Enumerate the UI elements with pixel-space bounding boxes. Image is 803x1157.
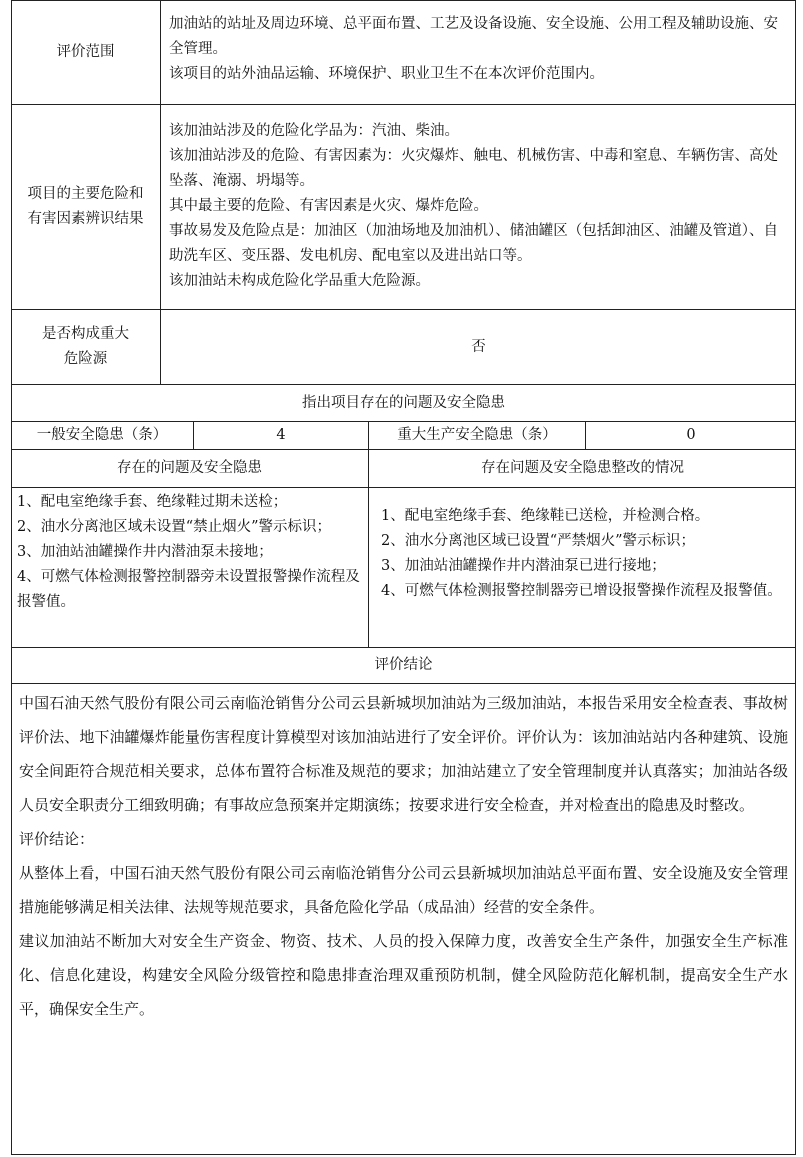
conclusion-paragraph-2: 评价结论： <box>19 830 95 848</box>
issues-right-header-cell <box>369 450 796 488</box>
general-hazard-label-cell <box>11 422 194 450</box>
issues-header-cell <box>11 385 796 422</box>
hazards-label: 项目的主要危险和有害因素辨识结果 <box>27 186 144 227</box>
hazards-content-cell <box>161 105 796 310</box>
issue-item-4: 4、可燃气体检测报警控制器旁未设置报警操作流程及报警值。 <box>17 569 360 610</box>
rectification-item-1: 1、配电室绝缘手套、绝缘鞋已送检，并检测合格。 <box>381 508 710 524</box>
scope-label: 评价范围 <box>56 43 115 60</box>
major-hazard-label-cell <box>11 310 161 385</box>
major-hazard-value-cell <box>161 310 796 385</box>
hazards-label-cell <box>11 105 161 310</box>
scope-content-cell <box>161 0 796 105</box>
issue-item-1: 1、配电室绝缘手套、绝缘鞋过期未送检； <box>17 494 288 510</box>
conclusion-paragraph-3: 从整体上看，中国石油天然气股份有限公司云南临沧销售分公司云县新城坝加油站总平面布置、安全设施及安全管理措施能够满足相关法律、法规等规范要求，具备危险化学品（成品油）经营的安全条件。 <box>19 864 788 916</box>
scope-line-1: 加油站的站址及周边环境、总平面布置、工艺及设备设施、安全设施、公用工程及辅助设施、安全管理。 <box>169 16 778 57</box>
hazards-line-2: 该加油站涉及的危险、有害因素为：火灾爆炸、触电、机械伤害、中毒和窒息、车辆伤害、高处坠落、淹溺、坍塌等。 <box>169 148 778 189</box>
major-hazard-value: 否 <box>471 338 486 355</box>
rectification-item-4: 4、可燃气体检测报警控制器旁已增设报警操作流程及报警值。 <box>381 583 782 599</box>
rectification-item-2: 2、油水分离池区域已设置“严禁烟火”警示标识； <box>381 533 696 549</box>
general-hazard-count: 4 <box>276 427 286 443</box>
general-hazard-label: 一般安全隐患（条） <box>36 427 168 443</box>
hazards-line-4: 事故易发及危险点是：加油区（加油场地及加油机）、储油罐区（包括卸油区、油罐及管道）、自助洗车区、变压器、发电机房、配电室以及进出站口等。 <box>169 223 778 264</box>
major-hazard-count-cell <box>586 422 796 450</box>
issues-right-header: 存在问题及安全隐患整改的情况 <box>481 460 684 476</box>
major-hazard-count-label: 重大生产安全隐患（条） <box>397 427 557 443</box>
conclusion-paragraph-4: 建议加油站不断加大对安全生产资金、物资、技术、人员的投入保障力度，改善安全生产条件，加强安全生产标准化、信息化建设，构建安全风险分级管控和隐患排查治理双重预防机制，健全风险防范化解机制，提高安全生产水平，确保安全生产。 <box>19 932 788 1018</box>
evaluation-summary-table <box>11 0 796 1155</box>
issue-item-3: 3、加油站油罐操作井内潜油泵未接地； <box>17 544 273 560</box>
conclusion-header: 评价结论 <box>374 657 433 673</box>
conclusion-header-cell <box>11 648 796 684</box>
conclusion-body <box>11 684 796 1155</box>
hazards-line-5: 该加油站未构成危险化学品重大危险源。 <box>169 273 430 289</box>
hazards-line-3: 其中最主要的危险、有害因素是火灾、爆炸危险。 <box>169 198 488 214</box>
major-hazard-count-label-cell <box>369 422 586 450</box>
hazards-line-1: 该加油站涉及的危险化学品为：汽油、柴油。 <box>169 123 459 139</box>
rectification-item-3: 3、加油站油罐操作井内潜油泵已进行接地； <box>381 558 666 574</box>
issues-left-list <box>11 488 369 648</box>
issues-left-header-cell <box>11 450 369 488</box>
issues-right-list <box>369 488 796 648</box>
major-hazard-label: 是否构成重大危险源 <box>42 326 129 367</box>
scope-label-cell <box>11 0 161 105</box>
conclusion-paragraph-1: 中国石油天然气股份有限公司云南临沧销售分公司云县新城坝加油站为三级加油站，本报告采用安全检查表、事故树评价法、地下油罐爆炸能量伤害程度计算模型对该加油站进行了安全评价。评价认为：该加油站站内各种建筑、设施安全间距符合规范相关要求，总体布置符合标准及规范的要求；加油站建立了安全管理制度并认真落实；加油站各级人员安全职责分工细致明确；有事故应急预案并定期演练；按要求进行安全检查，并对检查出的隐患及时整改。 <box>19 694 788 814</box>
issues-header: 指出项目存在的问题及安全隐患 <box>302 394 505 411</box>
general-hazard-count-cell <box>194 422 369 450</box>
scope-line-2: 该项目的站外油品运输、环境保护、职业卫生不在本次评价范围内。 <box>169 66 604 82</box>
issue-item-2: 2、油水分离池区域未设置“禁止烟火”警示标识； <box>17 519 332 535</box>
issues-left-header: 存在的问题及安全隐患 <box>117 460 262 476</box>
major-hazard-count: 0 <box>686 427 696 443</box>
